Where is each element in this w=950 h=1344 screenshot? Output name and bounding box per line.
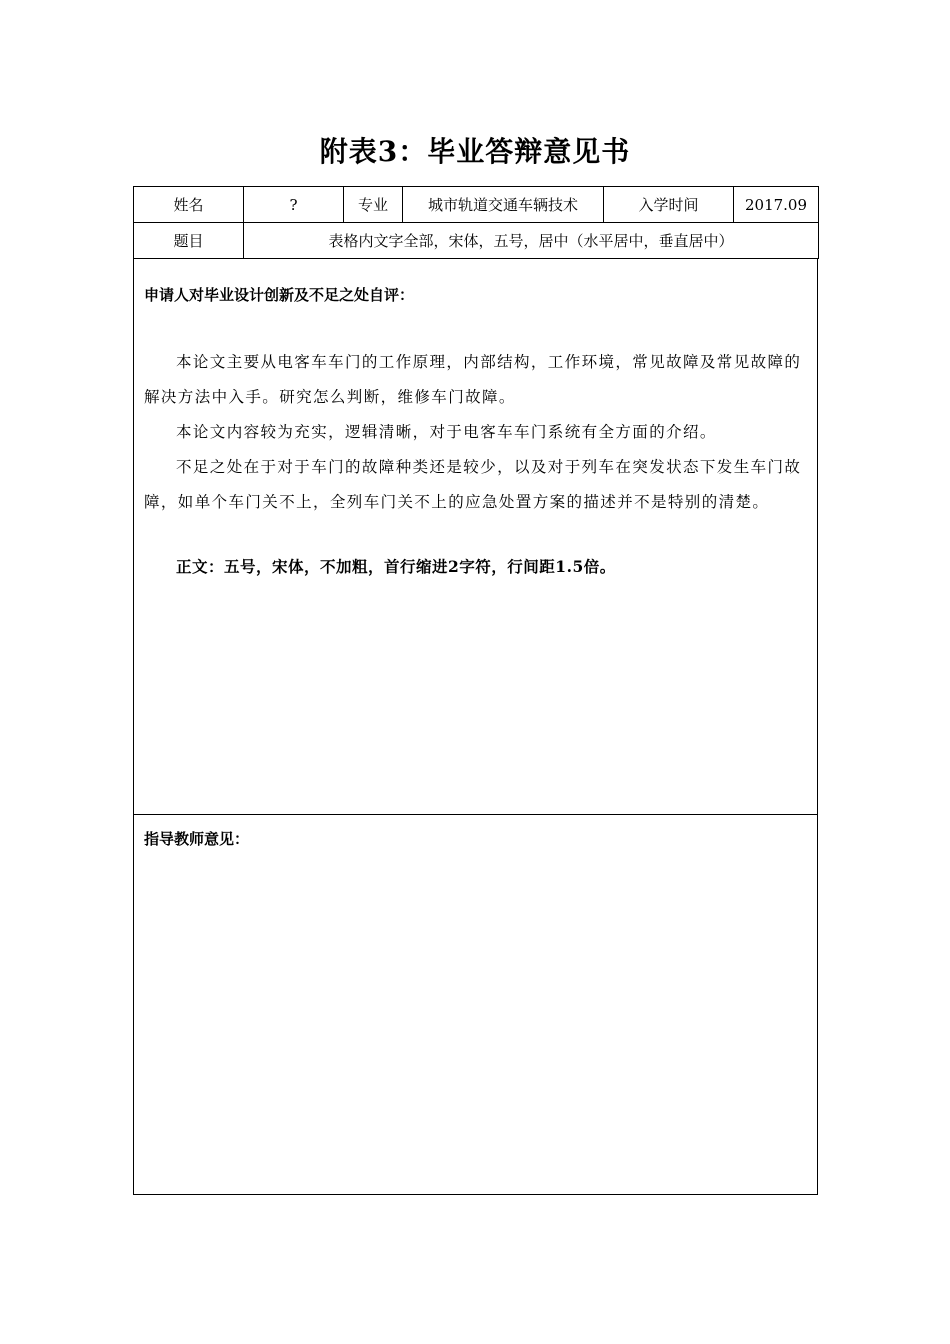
table-row — [134, 187, 819, 223]
paragraph-line: 不足之处在于对于车门的故障种类还是较少，以及对于列车在突发状态下发生车门故 — [176, 458, 802, 476]
self-evaluation-section — [133, 258, 818, 815]
name-value: ? — [244, 187, 344, 223]
enroll-value: 2017.09 — [734, 187, 819, 223]
info-table — [133, 186, 819, 259]
advisor-opinion-section — [133, 814, 818, 1195]
advisor-opinion-heading: 指导教师意见： — [144, 830, 250, 848]
major-label: 专业 — [344, 187, 403, 223]
name-label: 姓名 — [134, 187, 244, 223]
self-evaluation-heading: 申请人对毕业设计创新及不足之处自评： — [144, 286, 415, 304]
paragraph-line: 本论文内容较为充实，逻辑清晰，对于电客车车门系统有全方面的介绍。 — [176, 423, 717, 441]
paragraph-line: 障，如单个车门关不上，全列车门关不上的应急处置方案的描述并不是特别的清楚。 — [144, 493, 770, 511]
page-title: 附表3：毕业答辩意见书 — [319, 135, 631, 168]
paragraph-line: 解决方法中入手。研究怎么判断，维修车门故障。 — [144, 388, 516, 406]
topic-value: 表格内文字全部，宋体，五号，居中（水平居中，垂直居中） — [244, 223, 819, 259]
format-note: 正文：五号，宋体，不加粗，首行缩进2字符，行间距1.5倍。 — [176, 557, 616, 576]
topic-label: 题目 — [134, 223, 244, 259]
paragraph-line: 本论文主要从电客车车门的工作原理，内部结构，工作环境，常见故障及常见故障的 — [176, 353, 802, 371]
major-value: 城市轨道交通车辆技术 — [403, 187, 604, 223]
enroll-label: 入学时间 — [604, 187, 734, 223]
table-row — [134, 223, 819, 259]
